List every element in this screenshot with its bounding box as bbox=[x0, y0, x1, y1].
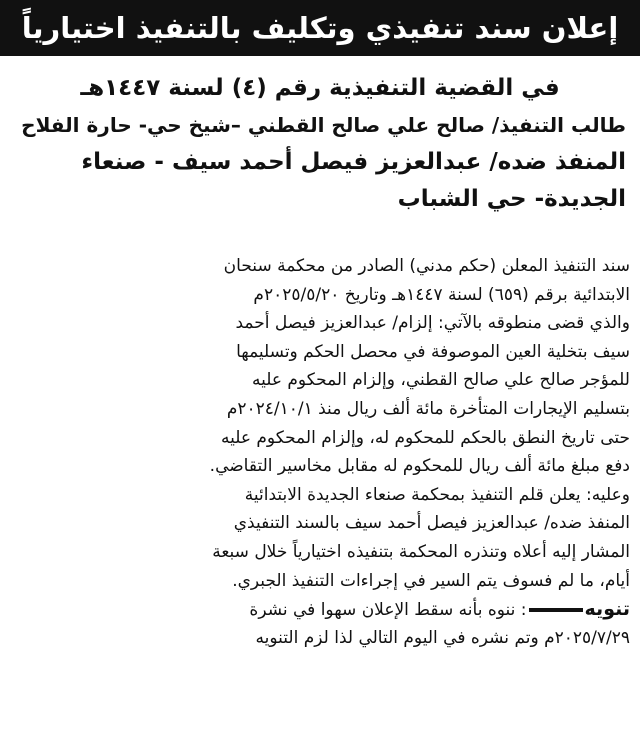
body-line: حتى تاريخ النطق بالحكم للمحكوم له، وإلزام المحكوم عليه bbox=[220, 427, 630, 448]
correction-dash bbox=[529, 608, 583, 612]
case-details bbox=[14, 70, 626, 218]
case-number-line: في القضية التنفيذية رقم (٤) لسنة ١٤٤٧هـ bbox=[80, 75, 560, 101]
correction-text: : ننوه بأنه سقط الإعلان سهوا في نشرة bbox=[249, 600, 527, 621]
correction-label: تنويه bbox=[584, 598, 630, 621]
body-line: للمؤجر صالح علي صالح القطني، وإلزام المحكوم عليه bbox=[251, 370, 630, 391]
correction-line-2: ٢٠٢٥/٧/٢٩م وتم نشره في اليوم التالي لذا لزم التنويه bbox=[255, 627, 630, 648]
notice-title: إعلان سند تنفيذي وتكليف بالتنفيذ اختيارياً bbox=[21, 10, 619, 45]
body-line: دفع مبلغ مائة ألف ريال للمحكوم له مقابل مخاسير التقاضي. bbox=[209, 456, 630, 477]
body-line: أيام، ما لم فسوف يتم السير في إجراءات التنفيذ الجبري. bbox=[232, 570, 630, 591]
body-line: المنفذ ضده/ عبدالعزيز فيصل أحمد سيف بالسند التنفيذي bbox=[233, 513, 630, 534]
body-line: سند التنفيذ المعلن (حكم مدني) الصادر من محكمة سنحان bbox=[223, 256, 630, 276]
respondent-address-line: الجديدة- حي الشباب bbox=[397, 186, 626, 212]
body-line: والذي قضى منطوقه بالآتي: إلزام/ عبدالعزيز فيصل أحمد bbox=[235, 313, 630, 334]
respondent-line: المنفذ ضده/ عبدالعزيز فيصل أحمد سيف - صنعاء bbox=[81, 149, 626, 175]
applicant-line: طالب التنفيذ/ صالح علي صالح القطني –شيخ حي- حارة الفلاح bbox=[21, 113, 626, 137]
correction-line bbox=[10, 595, 630, 624]
notice-body bbox=[10, 252, 630, 652]
body-line: وعليه: يعلن قلم التنفيذ بمحكمة صنعاء الجديدة الابتدائية bbox=[244, 484, 630, 505]
body-line: سيف بتخلية العين الموصوفة في محصل الحكم وتسليمها bbox=[236, 341, 630, 362]
notice-title-bar bbox=[0, 0, 640, 56]
body-line: الابتدائية برقم (٦٥٩) لسنة ١٤٤٧هـ وتاريخ ٢٠٢٥/٥/٢٠م bbox=[253, 284, 630, 305]
body-line: المشار إليه أعلاه وتنذره المحكمة بتنفيذه اختيارياً خلال سبعة bbox=[212, 541, 630, 562]
body-line: بتسليم الإيجارات المتأخرة مائة ألف ريال منذ ٢٠٢٤/١٠/١م bbox=[226, 398, 630, 419]
